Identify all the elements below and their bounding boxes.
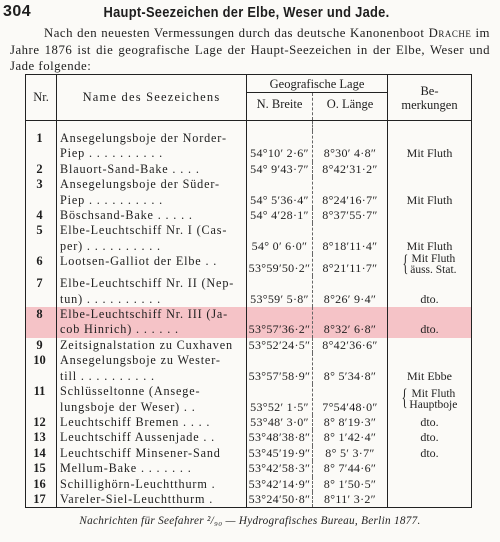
row-name: Elbe-Leuchtschiff Nr. III (Ja- cob Hinrich) . . . . . . xyxy=(57,307,247,338)
row-laenge: 8°26′ 9·4″ xyxy=(313,276,388,307)
row-breite: 53°45′19·9″ xyxy=(247,446,313,461)
table-row xyxy=(26,254,472,276)
seezeichen-table xyxy=(25,74,472,508)
row-breite: 54° 5′36·4″ xyxy=(247,177,313,208)
table-row xyxy=(26,384,472,415)
row-number: 15 xyxy=(33,461,46,476)
table-row xyxy=(26,477,472,492)
table-row xyxy=(26,307,472,338)
row-number: 1 xyxy=(36,131,43,145)
table-row xyxy=(26,131,472,162)
footnote: Nachrichten für Seefahrer ²/₉₀ — Hydrografisches Bureau, Berlin 1877. xyxy=(79,515,421,527)
row-name: Ansegelungsboje der Norder- Piep . . . . . . . . . . xyxy=(57,131,247,162)
row-name: Schillighörn-Leuchtthurm . xyxy=(57,477,247,492)
intro-paragraph xyxy=(10,25,490,75)
table-row xyxy=(26,208,472,223)
row-number: 6 xyxy=(36,254,43,269)
row-breite: 53°48′38·8″ xyxy=(247,430,313,445)
header-bemerkungen: Be- merkungen xyxy=(388,75,472,121)
row-laenge: 8°24′16·7″ xyxy=(313,177,388,208)
intro-after: im Jahre 1876 ist die geografische Lage der Haupt-Seezeichen in der Elbe, Weser und Jade folgende: xyxy=(10,26,491,73)
header-nr: Nr. xyxy=(26,75,57,121)
row-name: Leuchtschiff Aussenjade . . xyxy=(57,430,247,445)
row-bemerkung xyxy=(388,384,472,415)
table-row xyxy=(26,492,472,508)
row-laenge: 8°37′55·7″ xyxy=(313,208,388,223)
row-laenge: 8°32′ 6·8″ xyxy=(313,307,388,338)
row-breite: 53°52′ 1·5″ xyxy=(247,384,313,415)
row-bemerkung: dto. xyxy=(388,430,472,445)
table-row xyxy=(26,353,472,384)
row-number: 10 xyxy=(33,353,46,368)
row-bemerkung: Mit Fluth xyxy=(388,177,472,208)
row-bemerkung: Mit Fluth xyxy=(388,131,472,162)
row-laenge: 8°30′ 4·8″ xyxy=(313,131,388,162)
table-row xyxy=(26,430,472,445)
row-laenge: 8° 7′44·6″ xyxy=(313,461,388,476)
row-number: 7 xyxy=(36,276,43,291)
header-name: Name des Seezeichens xyxy=(57,75,247,121)
row-laenge: 8° 5′34·8″ xyxy=(313,353,388,384)
row-number: 9 xyxy=(36,337,43,352)
row-name: Mellum-Bake . . . . . . . xyxy=(57,461,247,476)
row-bemerkung xyxy=(388,338,472,353)
row-bemerkung-text: Mit Fluth Hauptboje xyxy=(409,387,458,411)
table-row xyxy=(26,177,472,208)
footnote-rule xyxy=(28,507,108,508)
row-number: 5 xyxy=(36,223,43,238)
row-breite: 54°10′ 2·6″ xyxy=(247,131,313,162)
row-name: Böschsand-Bake . . . . . xyxy=(57,208,247,223)
table-row xyxy=(26,415,472,430)
row-number: 16 xyxy=(33,476,46,491)
row-number: 3 xyxy=(36,177,43,192)
row-laenge: 8°42′36·6″ xyxy=(313,338,388,353)
row-laenge: 8° 5′ 3·7″ xyxy=(313,446,388,461)
row-bemerkung xyxy=(388,162,472,177)
row-bemerkung: dto. xyxy=(388,307,472,338)
row-laenge: 7°54′48·0″ xyxy=(313,384,388,415)
row-laenge: 8°42′31·2″ xyxy=(313,162,388,177)
row-bemerkung xyxy=(388,492,472,508)
table-row xyxy=(26,162,472,177)
row-laenge: 8° 1′50·5″ xyxy=(313,477,388,492)
row-bemerkung: dto. xyxy=(388,276,472,307)
row-name: Lootsen-Galliot der Elbe . . xyxy=(57,254,247,276)
row-name: Ansegelungsboje der Süder- Piep . . . . . . . . . . xyxy=(57,177,247,208)
row-laenge: 8°21′11·7″ xyxy=(313,254,388,276)
row-bemerkung: dto. xyxy=(388,446,472,461)
row-breite: 53°59′50·2″ xyxy=(247,254,313,276)
row-name: Zeitsignalstation zu Cuxhaven xyxy=(57,338,247,353)
row-bemerkung xyxy=(388,461,472,476)
row-breite: 54° 0′ 6·0″ xyxy=(247,223,313,254)
row-breite: 53°57′36·2″ xyxy=(247,307,313,338)
row-number: 17 xyxy=(33,491,46,506)
row-name: Leuchtschiff Minsener-Sand xyxy=(57,446,247,461)
row-laenge: 8° 1′42·4″ xyxy=(313,430,388,445)
row-bemerkung xyxy=(388,250,472,277)
row-name: Leuchtschiff Bremen . . . . xyxy=(57,415,247,430)
brace-mark: { xyxy=(402,250,409,277)
row-name: Schlüsseltonne (Ansege- lungsboje der Weser) . . xyxy=(57,384,247,415)
table-row xyxy=(26,338,472,353)
row-number: 13 xyxy=(33,430,46,445)
row-breite: 53°42′58·3″ xyxy=(247,461,313,476)
brace-mark: { xyxy=(401,384,408,412)
row-bemerkung xyxy=(388,477,472,492)
row-breite: 53°24′50·8″ xyxy=(247,492,313,508)
table-row xyxy=(26,461,472,476)
row-name: Elbe-Leuchtschiff Nr. I (Cas- per) . . . . . . . . . . xyxy=(57,223,247,254)
row-bemerkung xyxy=(388,208,472,223)
row-name: Blauort-Sand-Bake . . . . xyxy=(57,162,247,177)
row-breite: 53°57′58·9″ xyxy=(247,353,313,384)
row-breite: 53°59′ 5·8″ xyxy=(247,276,313,307)
row-breite: 54° 4′28·1″ xyxy=(247,208,313,223)
table-row xyxy=(26,276,472,307)
row-number: 8 xyxy=(26,307,57,338)
row-number: 12 xyxy=(33,414,46,429)
row-bemerkung: Mit Fluth xyxy=(388,223,472,254)
row-breite: 54° 9′43·7″ xyxy=(247,162,313,177)
intro-ship-name: Drache xyxy=(428,26,472,40)
row-bemerkung: Mit Ebbe xyxy=(388,353,472,384)
page-title: Haupt-Seezeichen der Elbe, Weser und Jade. xyxy=(103,4,390,21)
table-body xyxy=(26,121,472,508)
row-breite: 53°48′ 3·0″ xyxy=(247,415,313,430)
row-number: 11 xyxy=(33,384,46,399)
row-laenge: 8° 8′19·3″ xyxy=(313,415,388,430)
row-laenge: 8°11′ 3·2″ xyxy=(313,492,388,508)
page-number: 304 xyxy=(3,3,32,20)
row-number: 2 xyxy=(36,161,43,176)
header-lage: Geografische Lage xyxy=(247,75,388,93)
row-breite: 53°42′14·9″ xyxy=(247,477,313,492)
row-number: 4 xyxy=(36,208,43,223)
intro-before: Nach den neuesten Vermessungen durch das deutsche Kanonenboot xyxy=(44,26,425,40)
row-bemerkung: dto. xyxy=(388,415,472,430)
row-bemerkung-text: Mit Fluth äuss. Stat. xyxy=(410,253,457,277)
page-header xyxy=(3,3,490,23)
row-laenge: 8°18′11·4″ xyxy=(313,223,388,254)
row-breite: 53°52′24·5″ xyxy=(247,338,313,353)
row-name: Ansegelungsboje zu Wester- till . . . . . . . . . . xyxy=(57,353,247,384)
header-laenge: O. Länge xyxy=(313,93,388,121)
header-breite: N. Breite xyxy=(247,93,313,121)
row-number: 14 xyxy=(33,445,46,460)
row-name: Vareler-Siel-Leuchtthurm . xyxy=(57,492,247,508)
row-name: Elbe-Leuchtschiff Nr. II (Nep- tun) . . . . . . . . . . xyxy=(57,276,247,307)
table-row xyxy=(26,446,472,461)
